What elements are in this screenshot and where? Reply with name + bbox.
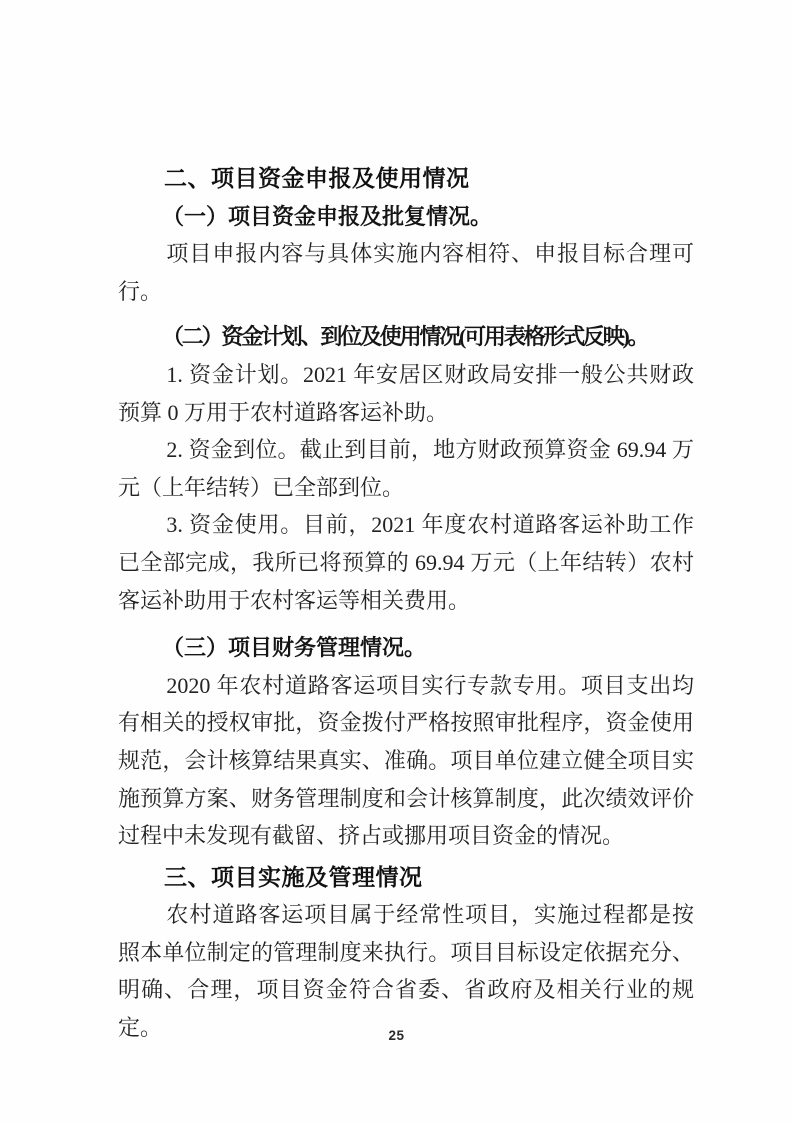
paragraph-3-fund-usage: 3. 资金使用。目前，2021 年度农村道路客运补助工作已全部完成，我所已将预算的 69.94 万元（上年结转）农村客运补助用于农村客运等相关费用。 xyxy=(118,512,694,613)
subheading-2-1-declaration-approval: （一）项目资金申报及批复情况。 xyxy=(162,203,493,229)
subheading-2-2-fund-plan-arrival-usage: （二）资金计划、到位及使用情况(可用表格形式反映)。 xyxy=(162,324,648,350)
document-body xyxy=(118,160,694,1047)
heading-section-3-implementation-management: 三、项目实施及管理情况 xyxy=(164,863,423,890)
paragraph-2-fund-arrival: 2. 资金到位。截止到目前，地方财政预算资金 69.94 万元（上年结转）已全部到位。 xyxy=(118,437,694,500)
heading-section-2-fund-declaration-usage: 二、项目资金申报及使用情况 xyxy=(164,165,470,191)
page-number: 25 xyxy=(388,1028,405,1043)
paragraph-1-fund-plan: 1. 资金计划。2021 年安居区财政局安排一般公共财政预算 0 万用于农村道路客运补助。 xyxy=(118,361,694,425)
paragraph-financial-management-detail: 2020 年农村道路客运项目实行专款专用。项目支出均有相关的授权审批，资金拨付严格按照审批程序，资金使用规范，会计核算结果真实、准确。项目单位建立健全项目实施预算方案、财务管理制度和会计核算制度，此次绩效评价过程中未发现有截留、挤占或挪用项目资金的情况。 xyxy=(118,672,694,849)
paragraph-implementation-detail: 农村道路客运项目属于经常性项目，实施过程都是按照本单位制定的管理制度来执行。项目目标设定依据充分、明确、合理，项目资金符合省委、省政府及相关行业的规定。 xyxy=(118,902,694,1041)
paragraph-declaration-consistency: 项目申报内容与具体实施内容相符、申报目标合理可行。 xyxy=(118,241,694,304)
subheading-2-3-financial-management: （三）项目财务管理情况。 xyxy=(162,635,427,661)
